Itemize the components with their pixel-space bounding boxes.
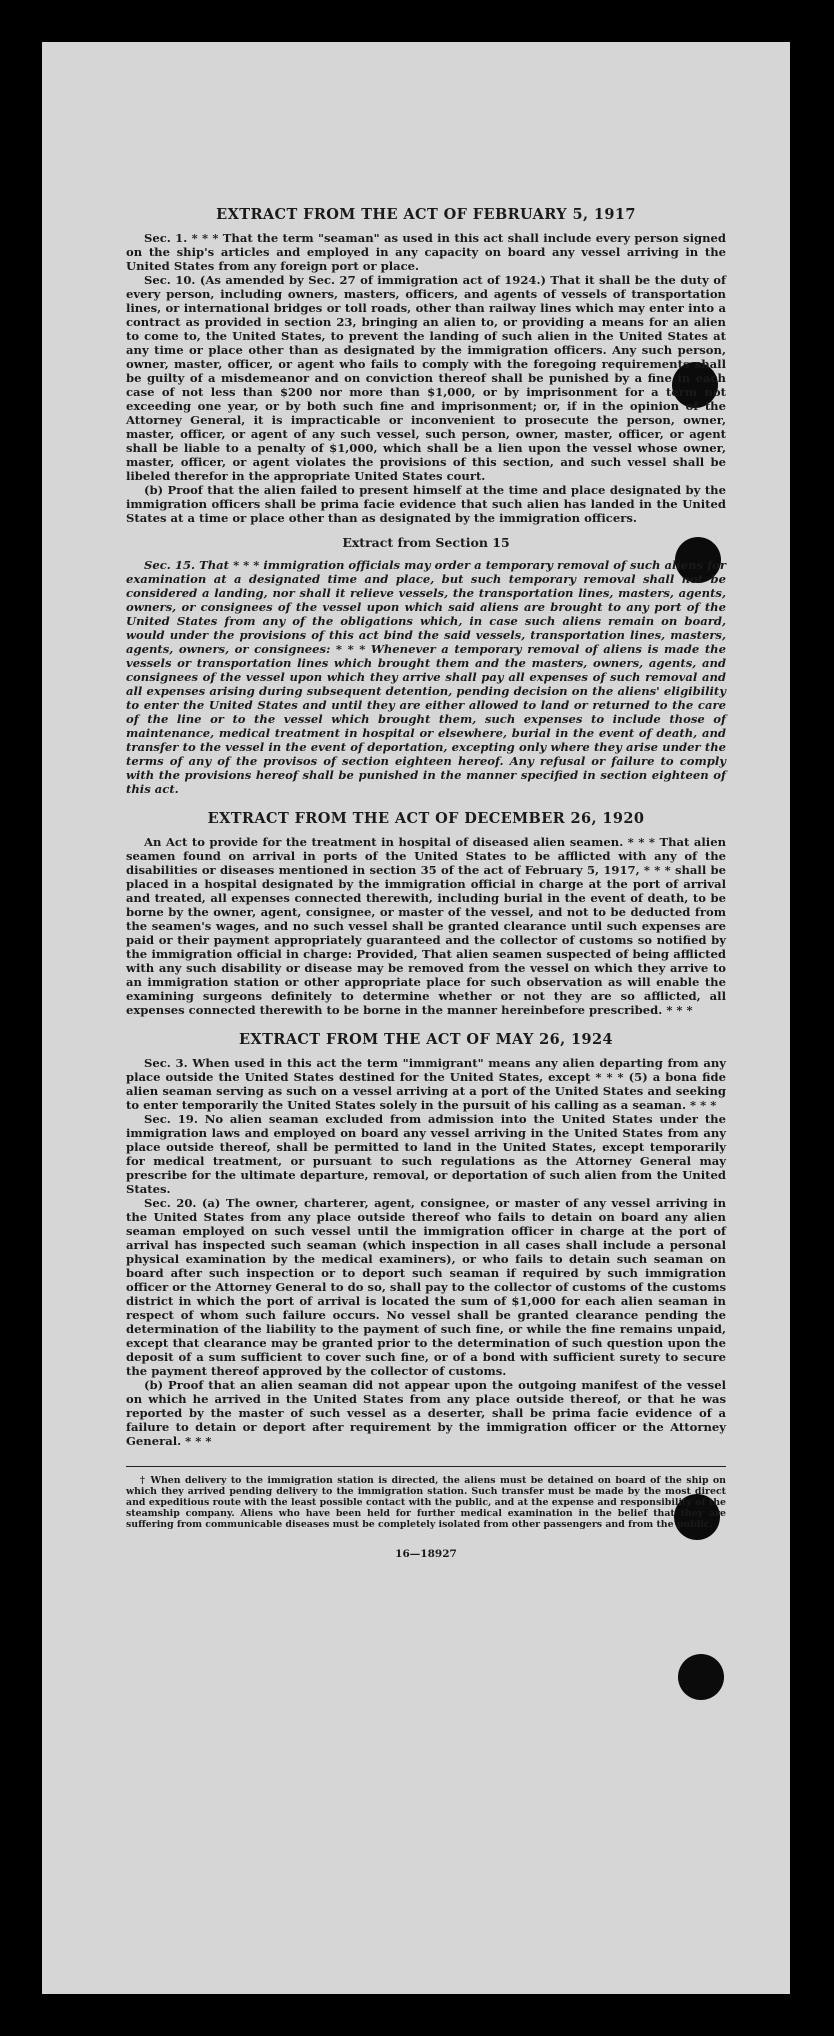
section-10b-paragraph: (b) Proof that the alien failed to present himself at the time and place designated by the immigration officers shall be prima facie evidence that such alien has landed in the United States at a time or place other than as designated by the immigration officers. (126, 483, 726, 525)
footnote-divider (126, 1466, 726, 1467)
form-number: 16—18927 (395, 1548, 457, 1560)
footnote: † When delivery to the immigration station is directed, the aliens must be detained on board of the ship on which they arrived pending delivery to the immigration station. Such transfer must be made by the most direct and expeditious route with the least possible contact with the public, and at the expense and responsibility of the steamship company. Aliens who have been held for further medical examination in the belief that they are suffering from communicable diseases must be completely isolated from other passengers and from the public. (126, 1475, 726, 1530)
section-3-paragraph: Sec. 3. When used in this act the term "immigrant" means any alien departing from any place outside the United States destined for the United States, except * * * (5) a bona fide alien seaman serving as such on a vessel arriving at a port of the United States and seeking to enter temporarily the United States solely in the pursuit of his calling as a seaman. * * * (126, 1056, 726, 1112)
heading-section-15: Extract from Section 15 (342, 535, 510, 550)
section-15-paragraph: Sec. 15. That * * * immigration officials may order a temporary removal of such aliens for examination at a designated time and place, but such temporary removal shall not be considered a landing, nor shall it relieve vessels, the transportation lines, masters, agents, owners, or consignees of the vessel upon which said aliens are brought to any port of the United States from any of the obligations which, in case such aliens remain on board, would under the provisions of this act bind the said vessels, transportation lines, masters, agents, owners, or consignees: * * * Whenever a temporary removal of aliens is made the vessels or transportation lines which brought them and the masters, owners, agents, and consignees of the vessel upon which they arrive shall pay all expenses of such removal and all expenses arising during subsequent detention, pending decision on the aliens' eligibility to enter the United States and until they are either allowed to land or returned to the care of the line or to the vessel which brought them, such expenses to include those of maintenance, medical treatment in hospital or elsewhere, burial in the event of death, and transfer to the vessel in the event of deportation, excepting only where they arise under the terms of any of the provisos of section eighteen hereof. Any refusal or failure to comply with the provisions hereof shall be punished in the manner specified in section eighteen of this act. (126, 558, 726, 796)
section-10-paragraph: Sec. 10. (As amended by Sec. 27 of immigration act of 1924.) That it shall be the duty of every person, including owners, masters, officers, and agents of vessels of transportation lines, or international bridges or toll roads, other than railway lines which may enter into a contract as provided in section 23, bringing an alien to, or providing a means for an alien to come to, the United States, to prevent the landing of such alien in the United States at any time or place other than as designated by the immigration officers. Any such person, owner, master, officer, or agent who fails to comply with the foregoing requirements shall be guilty of a misdemeanor and on conviction thereof shall be punished by a fine in each case of not less than $200 nor more than $1,000, or by imprisonment for a term not exceeding one year, or by both such fine and imprisonment; or, if in the opinion of the Attorney General, it is impracticable or inconvenient to prosecute the person, owner, master, officer, or agent of any such vessel, such person, owner, master, officer, or agent shall be liable to a penalty of $1,000, which shall be a lien upon the vessel whose owner, master, officer, or agent violates the provisions of this section, and such vessel shall be libeled therefor in the appropriate United States court. (126, 273, 726, 483)
section-19-paragraph: Sec. 19. No alien seaman excluded from admission into the United States under the immigration laws and employed on board any vessel arriving in the United States from any place outside thereof, shall be permitted to land in the United States, except temporarily for medical treatment, or pursuant to such regulations as the Attorney General may prescribe for the ultimate departure, removal, or deportation of such alien from the United States. (126, 1112, 726, 1196)
section-20b-paragraph: (b) Proof that an alien seaman did not appear upon the outgoing manifest of the vessel on which he arrived in the United States from any place outside thereof, or that he was reported by the master of such vessel as a deserter, shall be prima facie evidence of a failure to detain or deport after requirement by the immigration officer or the Attorney General. * * * (126, 1378, 726, 1448)
section-20a-paragraph: Sec. 20. (a) The owner, charterer, agent, consignee, or master of any vessel arriving in the United States from any place outside thereof who fails to detain on board any alien seaman employed on such vessel until the immigration officer in charge at the port of arrival has inspected such seaman (which inspection in all cases shall include a personal physical examination by the medical examiners), or who fails to detain such seaman on board after such inspection or to deport such seaman if required by such immigration officer or the Attorney General to do so, shall pay to the collector of customs of the customs district in which the port of arrival is located the sum of $1,000 for each alien seaman in respect of whom such failure occurs. No vessel shall be granted clearance pending the determination of the liability to the payment of such fine, or while the fine remains unpaid, except that clearance may be granted prior to the determination of such question upon the deposit of a sum sufficient to cover such fine, or of a bond with sufficient surety to secure the payment thereof approved by the collector of customs. (126, 1196, 726, 1378)
act-1920-paragraph: An Act to provide for the treatment in hospital of diseased alien seamen. * * * That alien seamen found on arrival in ports of the United States to be afflicted with any of the disabilities or diseases mentioned in section 35 of the act of February 5, 1917, * * * shall be placed in a hospital designated by the immigration official in charge at the port of arrival and treated, all expenses connected therewith, including burial in the event of death, to be borne by the owner, agent, consignee, or master of the vessel, and not to be deducted from the seamen's wages, and no such vessel shall be granted clearance until such expenses are paid or their payment appropriately guaranteed and the collector of customs so notified by the immigration official in charge: Provided, That alien seamen suspected of being afflicted with any such disability or disease may be removed from the vessel on which they arrive to an immigration station or other appropriate place for such observation as will enable the examining surgeons definitely to determine whether or not they are so afflicted, all expenses connected therewith to be borne in the manner hereinbefore prescribed. * * * (126, 835, 726, 1017)
section-1-paragraph: Sec. 1. * * * That the term "seaman" as used in this act shall include every person signed on the ship's articles and employed in any capacity on board any vessel arriving in the United States from any foreign port or place. (126, 231, 726, 273)
document-page (42, 42, 790, 1994)
punch-hole (678, 1654, 724, 1700)
document-body (126, 192, 726, 1560)
heading-act-1917: EXTRACT FROM THE ACT OF FEBRUARY 5, 1917 (216, 206, 636, 223)
heading-act-1924: EXTRACT FROM THE ACT OF MAY 26, 1924 (238, 1031, 614, 1048)
heading-act-1920: EXTRACT FROM THE ACT OF DECEMBER 26, 1920 (207, 810, 645, 827)
